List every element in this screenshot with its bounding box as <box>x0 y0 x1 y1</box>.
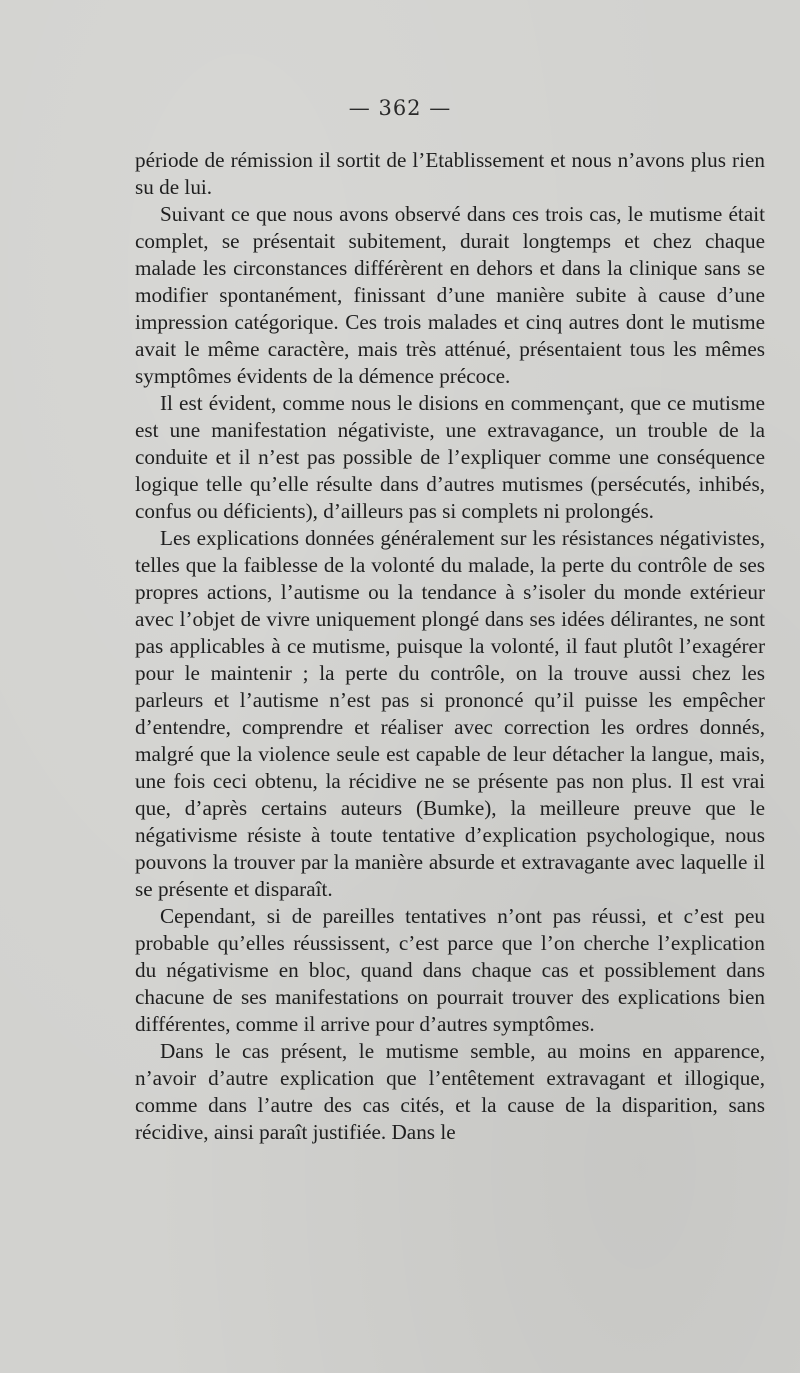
paragraph-mutism-observation: Suivant ce que nous avons observé dans ces trois cas, le mutisme était complet, se présentait subitement, durait longtemps et chez chaque malade les circonstances différèrent en dehors et dans la clinique sans se modifier spontanément, finissant d’une manière subite à cause d’une impression catégorique. Ces trois malades et cinq autres dont le mutisme avait le même caractère, mais très atténué, présentaient tous les mêmes symptômes évidents de la démence précoce. <box>135 202 765 388</box>
body-text <box>135 147 765 1146</box>
paragraph-negativist-manifestation: Il est évident, comme nous le disions en commençant, que ce mutisme est une manifestation négativiste, une extravagance, un trouble de la conduite et il n’est pas possible de l’expliquer comme une conséquence logique telle qu’elle résulte dans d’autres mutismes (persécutés, inhibés, confus ou déficients), d’ailleurs pas si complets ni prolongés. <box>135 391 765 523</box>
paragraph-attempts: Cependant, si de pareilles tentatives n’ont pas réussi, et c’est peu probable qu’elles réussissent, c’est parce que l’on cherche l’explication du négativisme en bloc, quand dans chaque cas et possiblement dans chacune de ses manifestations on pourrait trouver des explications bien différentes, comme il arrive pour d’autres symptômes. <box>135 904 765 1036</box>
paragraph-continuation: période de rémission il sortit de l’Etablissement et nous n’avons plus rien su de lui. <box>135 148 765 199</box>
paragraph-explanations: Les explications données généralement sur les résistances négativistes, telles que la faiblesse de la volonté du malade, la perte du contrôle de ses propres actions, l’autisme ou la tendance à s’isoler du monde extérieur avec l’objet de vivre uniquement plongé dans ses idées délirantes, ne sont pas applicables à ce mutisme, puisque la volonté, il faut plutôt l’exagérer pour le maintenir ; la perte du contrôle, on la trouve aussi chez les parleurs et l’autisme n’est pas si prononcé qu’il puisse les empêcher d’entendre, comprendre et réaliser avec correction les ordres donnés, malgré que la violence seule est capable de leur détacher la langue, mais, une fois ceci obtenu, la récidive ne se présente pas non plus. Il est vrai que, d’après certains auteurs (Bumke), la meilleure preuve que le négativisme résiste à toute tentative d’explication psychologique, nous pouvons la trouver par la manière absurde et extravagante avec laquelle il se présente et disparaît. <box>135 526 765 901</box>
page-number: — 362 — <box>348 96 452 120</box>
paragraph-present-case: Dans le cas présent, le mutisme semble, au moins en apparence, n’avoir d’autre explication que l’entêtement extravagant et illogique, comme dans l’autre des cas cités, et la cause de la disparition, sans récidive, ainsi paraît justifiée. Dans le <box>135 1039 765 1144</box>
